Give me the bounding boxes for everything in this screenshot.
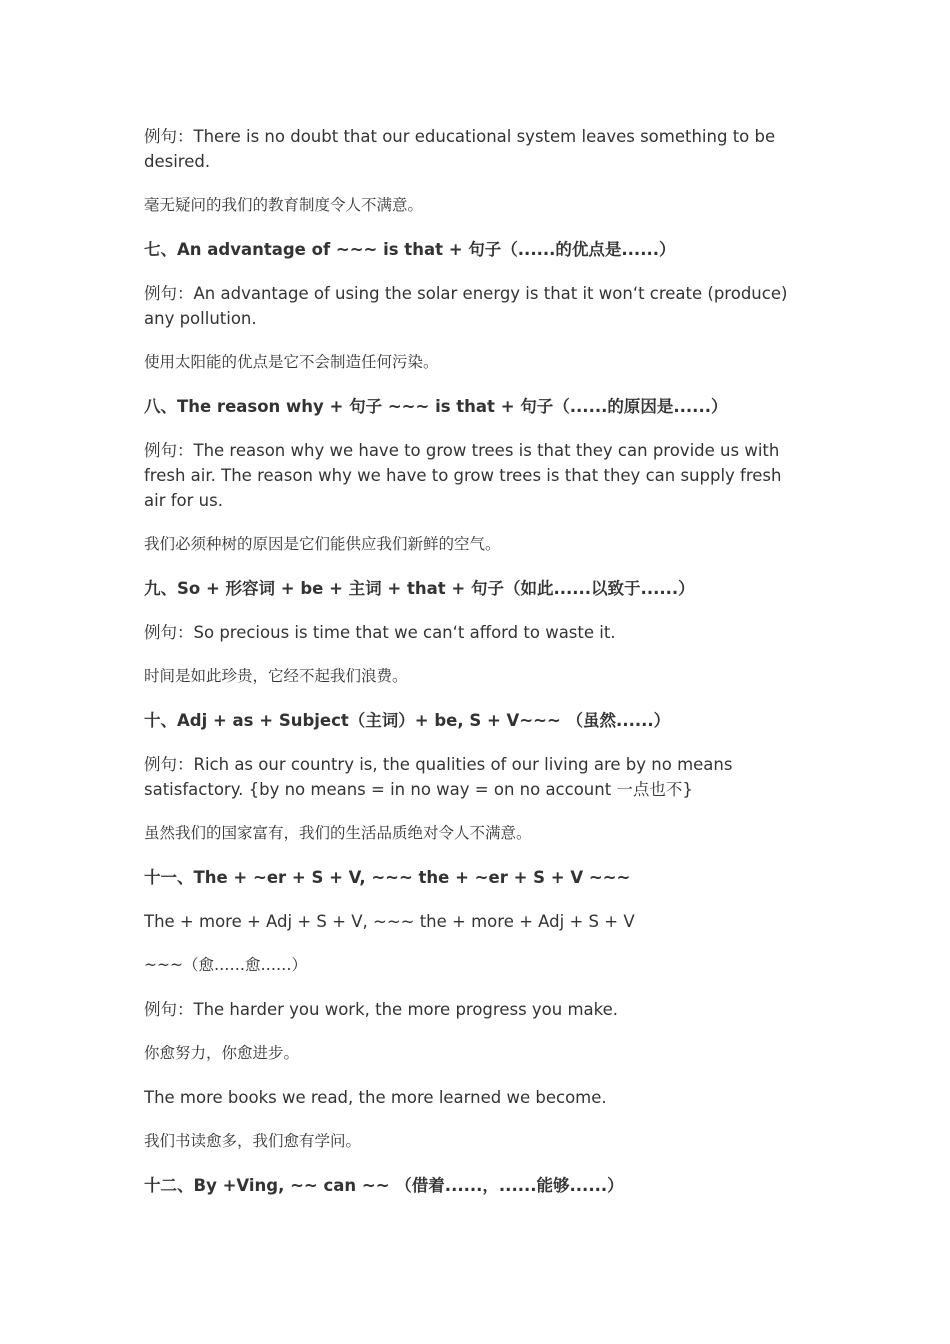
translation-sentence: 毫无疑问的我们的教育制度令人不满意。 bbox=[144, 196, 424, 214]
example-sentence: 例句：Rich as our country is, the qualities of our living are by no means satisfactory. {by no means = in no way = on no account 一点也不} bbox=[144, 755, 733, 799]
example-sentence: 例句：So precious is time that we can‘t afford to waste it. bbox=[144, 623, 616, 642]
document-page bbox=[144, 124, 808, 1217]
pattern-line: The + more + Adj + S + V, ~~~ the + more + Adj + S + V bbox=[144, 912, 635, 931]
example-sentence: 例句：An advantage of using the solar energy is that it won‘t create (produce) any pollution. bbox=[144, 284, 788, 328]
translation-sentence: 虽然我们的国家富有，我们的生活品质绝对令人不满意。 bbox=[144, 824, 532, 842]
section-heading: 八、The reason why + 句子 ~~~ is that + 句子（......的原因是......） bbox=[144, 397, 728, 416]
translation-sentence: 使用太阳能的优点是它不会制造任何污染。 bbox=[144, 353, 439, 371]
pattern-meaning: ~~~（愈……愈……） bbox=[144, 956, 307, 974]
example-sentence: The more books we read, the more learned we become. bbox=[144, 1088, 607, 1107]
section-heading: 九、So + 形容词 + be + 主词 + that + 句子（如此......以致于......） bbox=[144, 579, 695, 598]
translation-sentence: 我们必须种树的原因是它们能供应我们新鲜的空气。 bbox=[144, 535, 501, 553]
example-sentence: 例句：The reason why we have to grow trees is that they can provide us with fresh air. The reason why we have to grow trees is that they can supply fresh air for us. bbox=[144, 441, 782, 510]
example-sentence: 例句：The harder you work, the more progress you make. bbox=[144, 1000, 619, 1019]
example-sentence: 例句：There is no doubt that our educational system leaves something to be desired. bbox=[144, 127, 776, 171]
section-heading: 十二、By +Ving, ~~ can ~~ （借着......，......能够......） bbox=[144, 1176, 624, 1195]
translation-sentence: 你愈努力，你愈进步。 bbox=[144, 1044, 300, 1062]
section-heading: 十一、The + ~er + S + V, ~~~ the + ~er + S + V ~~~ bbox=[144, 868, 631, 887]
section-heading: 十、Adj + as + Subject（主词）+ be, S + V~~~ （虽然......） bbox=[144, 711, 671, 730]
translation-sentence: 我们书读愈多，我们愈有学问。 bbox=[144, 1132, 362, 1150]
section-heading: 七、An advantage of ~~~ is that + 句子（......的优点是......） bbox=[144, 240, 676, 259]
translation-sentence: 时间是如此珍贵，它经不起我们浪费。 bbox=[144, 667, 408, 685]
